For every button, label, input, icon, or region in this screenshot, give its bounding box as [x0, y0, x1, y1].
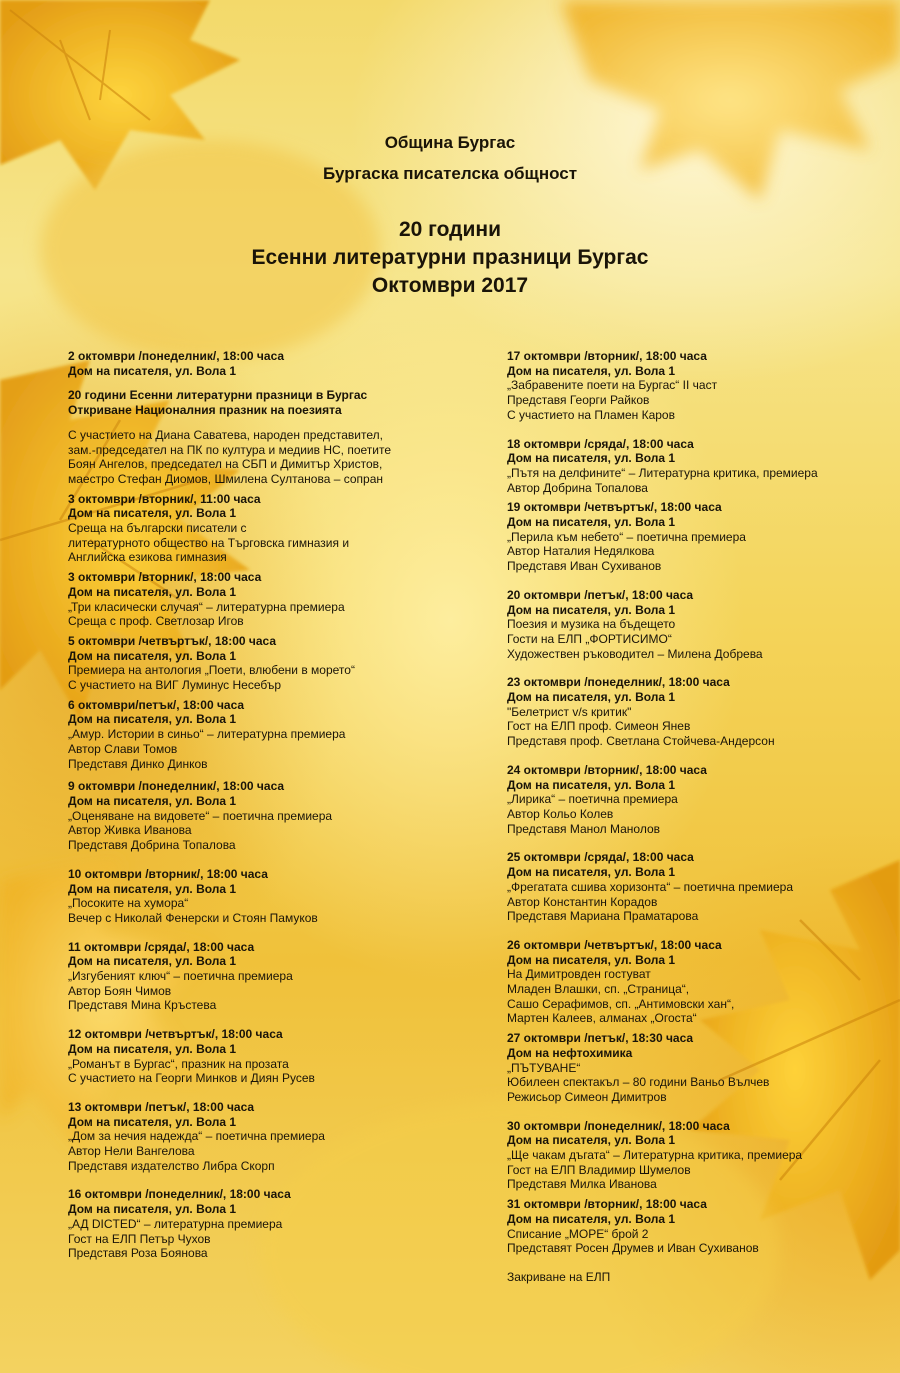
event-block: [507, 1270, 887, 1285]
event-venue: Дом на писателя, ул. Вола 1: [68, 1202, 237, 1217]
event-block: [68, 570, 488, 629]
event-detail: Гост на ЕЛП Петър Чухов: [68, 1231, 211, 1246]
event-block: [507, 500, 887, 574]
event-date: 16 октомври /понеделник/, 18:00 часа: [68, 1187, 291, 1202]
event-date: 31 октомври /вторник/, 18:00 часа: [507, 1197, 707, 1212]
event-block: [507, 763, 887, 837]
event-block: [507, 1197, 887, 1256]
organizer-writers-community: Бургаска писателска общност: [322, 164, 578, 183]
event-detail: Поезия и музика на бъдещето: [507, 617, 676, 632]
event-date: 10 октомври /вторник/, 18:00 часа: [68, 866, 268, 881]
event-venue: Дом на писателя, ул. Вола 1: [507, 602, 676, 617]
event-detail: Автор Слави Томов: [68, 741, 178, 756]
event-detail: Художествен ръководител – Милена Добрева: [507, 646, 763, 661]
event-detail: Сашо Серафимов, сп. „Антимовски хан“,: [507, 996, 735, 1011]
event-detail: Представя Милка Иванова: [507, 1177, 657, 1192]
event-detail: „Посоките на хумора“: [68, 896, 189, 911]
event-venue: Дом на писателя, ул. Вола 1: [507, 1211, 676, 1226]
event-venue: Дом на писателя, ул. Вола 1: [68, 954, 237, 969]
event-date: 11 октомври /сряда/, 18:00 часа: [68, 939, 255, 954]
event-date: 5 октомври /четвъртък/, 18:00 часа: [68, 633, 277, 648]
event-venue: Дом на писателя, ул. Вола 1: [68, 1041, 237, 1056]
event-venue: Дом на писателя, ул. Вола 1: [507, 515, 676, 530]
event-detail: Мартен Калеев, алманах „Огоста“: [507, 1011, 697, 1026]
event-detail: "Белетрист v/s критик": [507, 704, 632, 719]
event-detail: Среща на български писатели с: [68, 521, 247, 536]
event-block: [507, 850, 887, 924]
event-detail: Представя Добрина Топалова: [68, 838, 236, 853]
event-block: [68, 349, 488, 378]
event-detail: Гости на ЕЛП „ФОРТИСИМО“: [507, 631, 672, 646]
event-venue: Дом на писателя, ул. Вола 1: [507, 952, 676, 967]
event-detail: Гост на ЕЛП Владимир Шумелов: [507, 1162, 691, 1177]
event-detail: маестро Стефан Диомов, Шмилена Султанова – сопран: [68, 471, 383, 486]
event-date: 12 октомври /четвъртък/, 18:00 часа: [68, 1027, 283, 1042]
event-venue: Дом на писателя, ул. Вола 1: [507, 451, 676, 466]
event-detail: С участието на Диана Саватева, народен представител,: [68, 427, 383, 442]
event-venue: Дом на писателя, ул. Вола 1: [507, 363, 676, 378]
event-detail: Автор Добрина Топалова: [507, 480, 648, 495]
event-block: [68, 940, 488, 1014]
event-detail: Режисьор Симеон Димитров: [507, 1089, 667, 1104]
event-block: [68, 1187, 488, 1261]
event-detail: „АД DICTED“ – литературна премиера: [68, 1216, 283, 1231]
event-venue: Дом на писателя, ул. Вола 1: [68, 881, 237, 896]
event-block: [507, 1031, 887, 1105]
event-block: [68, 1100, 488, 1174]
title-years: 20 години: [398, 218, 502, 241]
event-detail: Представя Иван Сухиванов: [507, 559, 662, 574]
event-detail: „Перила към небето“ – поетична премиера: [507, 529, 746, 544]
event-venue: Дом на писателя, ул. Вола 1: [507, 777, 676, 792]
event-block: [68, 867, 488, 926]
event-detail: С участието на Пламен Каров: [507, 407, 675, 422]
event-detail: Представя Динко Динков: [68, 756, 208, 771]
event-detail: Вечер с Николай Фенерски и Стоян Памуков: [68, 910, 318, 925]
event-detail: Боян Ангелов, председател на СБП и Димитър Христов,: [68, 457, 383, 472]
event-venue: Дом на писателя, ул. Вола 1: [507, 1133, 676, 1148]
event-detail: Представят Росен Друмев и Иван Сухиванов: [507, 1241, 759, 1256]
event-date: 20 години Есенни литературни празници в Бургас: [68, 388, 368, 403]
event-date: 23 октомври /понеделник/, 18:00 часа: [507, 675, 730, 690]
event-date: 17 октомври /вторник/, 18:00 часа: [507, 349, 707, 363]
event-venue: Дом на писателя, ул. Вола 1: [507, 690, 676, 705]
event-block: [507, 349, 887, 423]
event-venue: Дом на писателя, ул. Вола 1: [68, 1114, 237, 1129]
event-date: 18 октомври /сряда/, 18:00 часа: [507, 436, 694, 451]
event-venue: Дом на писателя, ул. Вола 1: [68, 363, 237, 378]
event-block: [68, 1027, 488, 1086]
event-detail: Автор Кольо Колев: [507, 806, 614, 821]
event-block: [507, 1119, 887, 1193]
event-detail: Представя Мина Кръстева: [68, 998, 217, 1013]
event-detail: Гост на ЕЛП проф. Симеон Янев: [507, 719, 691, 734]
event-detail: Младен Влашки, сп. „Страница“,: [507, 982, 690, 997]
event-date: 13 октомври /петък/, 18:00 часа: [68, 1099, 255, 1114]
event-detail: Автор Константин Корадов: [507, 894, 658, 909]
event-detail: „Забравените поети на Бургас“ II част: [507, 378, 718, 393]
event-detail: „Изгубеният ключ“ – поетична премиера: [68, 969, 293, 984]
event-venue: Дом на писателя, ул. Вола 1: [68, 648, 237, 663]
event-detail: зам.-председател на ПК по култура и медиив НС, поетите: [68, 442, 392, 457]
event-venue: Дом на писателя, ул. Вола 1: [507, 865, 676, 880]
event-detail: Представя Манол Манолов: [507, 821, 661, 836]
title-festival: Есенни литературни празници Бургас: [251, 246, 649, 269]
event-block: [68, 634, 488, 693]
event-date: 3 октомври /вторник/, 11:00 часа: [68, 491, 261, 506]
event-block: [507, 675, 887, 749]
event-date: 27 октомври /петък/, 18:30 часа: [507, 1031, 694, 1046]
event-detail: Среща с проф. Светлозар Игов: [68, 614, 244, 629]
event-date: 25 октомври /сряда/, 18:00 часа: [507, 850, 694, 865]
title-month: Октомври 2017: [371, 274, 529, 297]
event-detail: С участието на Георги Минков и Диян Русев: [68, 1071, 315, 1086]
event-detail: „Ще чакам дъгата“ – Литературна критика, премиера: [507, 1148, 803, 1163]
event-detail: Английска езикова гимназия: [68, 550, 227, 565]
event-detail: Списание „МОРЕ“ брой 2: [507, 1226, 649, 1241]
event-venue: Откриване Националния празник на поезията: [68, 403, 342, 418]
event-detail: На Димитровден гостуват: [507, 967, 651, 982]
event-block: [507, 938, 887, 1026]
event-detail: „Три класически случая“ – литературна премиера: [68, 599, 345, 614]
event-block: [68, 492, 488, 566]
event-detail: Представя Роза Боянова: [68, 1246, 208, 1261]
event-detail: „Оценяване на видовете“ – поетична премиера: [68, 808, 333, 823]
event-detail: „ПЪТУВАНЕ“: [507, 1060, 581, 1075]
event-block: [68, 698, 488, 772]
event-venue: Дом на писателя, ул. Вола 1: [68, 506, 237, 521]
event-detail: Автор Живка Иванова: [68, 823, 192, 838]
event-detail: „Фрегатата сшива хоризонта“ – поетична премиера: [507, 879, 794, 894]
event-detail: Закриване на ЕЛП: [507, 1269, 611, 1284]
event-detail: Представя проф. Светлана Стойчева-Андерсон: [507, 734, 775, 749]
event-date: 2 октомври /понеделник/, 18:00 часа: [68, 349, 285, 363]
event-detail: „Дом за нечия надежда“ – поетична премиера: [68, 1129, 325, 1144]
event-detail: Представя Георги Райков: [507, 393, 650, 408]
organizer-municipality: Община Бургас: [384, 133, 516, 152]
event-detail: С участието на ВИГ Луминус Несебър: [68, 678, 282, 693]
event-detail: „Лирика“ – поетична премиера: [507, 792, 678, 807]
event-date: 6 октомври/петък/, 18:00 часа: [68, 697, 245, 712]
event-date: 3 октомври /вторник/, 18:00 часа: [68, 570, 262, 585]
event-detail: Автор Наталия Недялкова: [507, 544, 655, 559]
program-column-left: [68, 349, 488, 1261]
event-venue: Дом на писателя, ул. Вола 1: [68, 793, 237, 808]
event-block: [507, 588, 887, 662]
event-venue: Дом на нефтохимика: [507, 1045, 633, 1060]
program-column-right: [507, 349, 887, 1285]
event-block: [68, 428, 488, 487]
event-detail: Представя издателство Либра Скорп: [68, 1158, 275, 1173]
event-venue: Дом на писателя, ул. Вола 1: [68, 584, 237, 599]
event-detail: Автор Боян Чимов: [68, 983, 172, 998]
event-detail: литературното общество на Търговска гимназия и: [68, 535, 350, 550]
event-block: [507, 437, 887, 496]
event-detail: Представя Мариана Праматарова: [507, 909, 699, 924]
event-detail: „Амур. Истории в синьо“ – литературна премиера: [68, 727, 346, 742]
event-detail: „Романът в Бургас“, празник на прозата: [68, 1056, 289, 1071]
event-detail: Премиера на антология „Поети, влюбени в морето“: [68, 663, 355, 678]
event-date: 24 октомври /вторник/, 18:00 часа: [507, 762, 707, 777]
event-block: [68, 779, 488, 853]
event-date: 19 октомври /четвъртък/, 18:00 часа: [507, 500, 722, 515]
event-venue: Дом на писателя, ул. Вола 1: [68, 712, 237, 727]
event-date: 30 октомври /понеделник/, 18:00 часа: [507, 1118, 730, 1133]
event-detail: Автор Нели Вангелова: [68, 1144, 195, 1159]
event-detail: „Пътя на делфините“ – Литературна критика, премиера: [507, 465, 818, 480]
event-date: 9 октомври /понеделник/, 18:00 часа: [68, 779, 285, 794]
event-detail: Юбилеен спектакъл – 80 години Ваньо Вълчев: [507, 1075, 770, 1090]
event-block: [68, 388, 488, 417]
event-date: 26 октомври /четвъртък/, 18:00 часа: [507, 937, 722, 952]
event-date: 20 октомври /петък/, 18:00 часа: [507, 587, 694, 602]
